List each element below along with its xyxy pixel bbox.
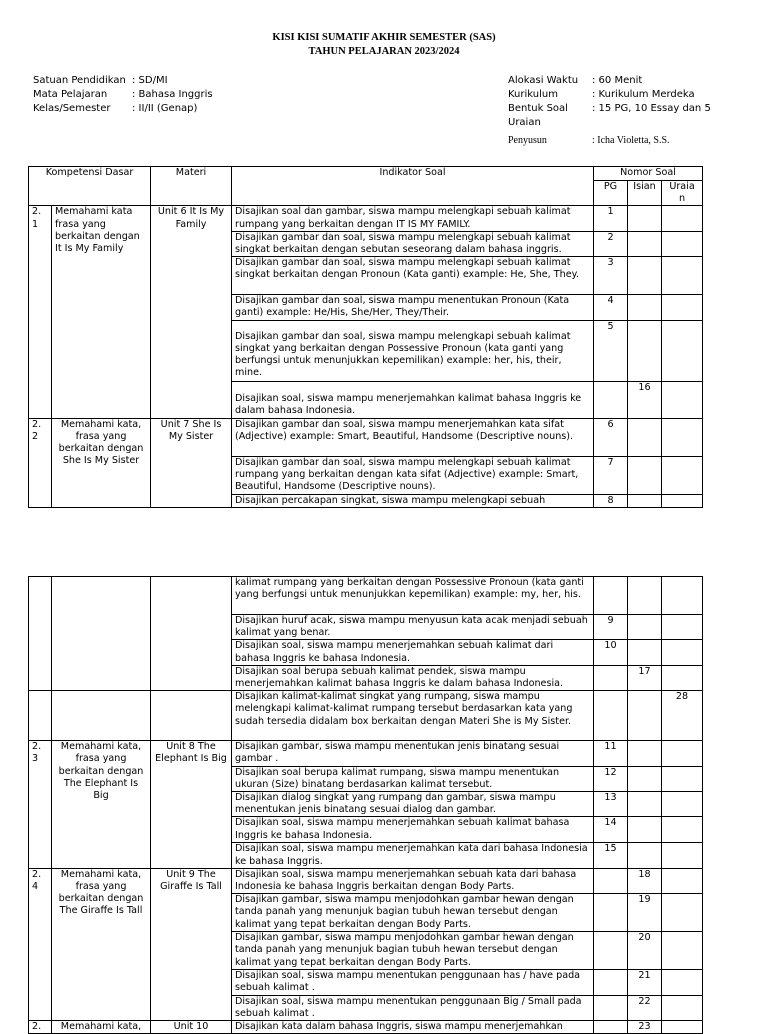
- isian-number: [628, 418, 662, 456]
- header-materi: Materi: [151, 167, 232, 206]
- meta-row: [508, 88, 711, 102]
- indikator-text: Disajikan gambar dan soal, siswa mampu melengkapi sebuah kalimat rumpang yang berkaitan dengan kata sifat (Adjective) example: Smart, Beautiful, Handsome (Descriptive nouns).: [232, 456, 594, 494]
- indikator-text: Disajikan dialog singkat yang rumpang dan gambar, siswa mampu menentukan jenis binatang sesuai dialog dan gambar.: [232, 792, 594, 817]
- header-pg: PG: [594, 181, 628, 206]
- meta-value: : SD/MI: [132, 75, 168, 86]
- isian-number: 20: [628, 932, 662, 970]
- uraian-number: [662, 741, 703, 766]
- pg-number: 8: [594, 494, 628, 507]
- meta-label: Kelas/Semester: [33, 103, 111, 114]
- uraian-number: [662, 456, 703, 494]
- meta-row: [33, 74, 213, 88]
- kd-text: Memahami kata, frasa yang berkaitan dengan The Giraffe Is Tall: [52, 868, 151, 1020]
- kd-text: Memahami kata,: [52, 1021, 151, 1034]
- pg-number: [594, 894, 628, 932]
- uraian-number: [662, 843, 703, 868]
- isian-number: [628, 741, 662, 766]
- meta-label: Kurikulum: [508, 89, 558, 100]
- isian-number: 16: [628, 381, 662, 418]
- indikator-text: Disajikan soal, siswa mampu menentukan penggunaan has / have pada sebuah kalimat .: [232, 970, 594, 995]
- indikator-text: kalimat rumpang yang berkaitan dengan Possessive Pronoun (kata ganti yang berfungsi untuk menunjukkan kepemilikan) example: my, her, his.: [232, 577, 594, 615]
- pg-number: 2: [594, 231, 628, 256]
- isian-number: 19: [628, 894, 662, 932]
- indikator-text: Disajikan soal, siswa mampu menerjemahkan sebuah kata dari bahasa Indonesia ke bahasa Inggris berkaitan dengan Body Parts.: [232, 868, 594, 893]
- uraian-number: [662, 766, 703, 791]
- indikator-text: Disajikan soal, siswa mampu menentukan penggunaan Big / Small pada sebuah kalimat .: [232, 995, 594, 1020]
- uraian-number: [662, 206, 703, 231]
- pg-number: [594, 691, 628, 741]
- header-nomor-soal: Nomor Soal: [594, 167, 703, 181]
- pg-number: 9: [594, 615, 628, 640]
- meta-value: : Icha Violetta, S.S.: [592, 135, 670, 146]
- table-row: [29, 1021, 703, 1034]
- kd-number: 2.: [29, 1021, 52, 1034]
- pg-number: 13: [594, 792, 628, 817]
- meta-left: [33, 74, 213, 116]
- indikator-text: Disajikan soal berupa kalimat rumpang, siswa mampu menentukan ukuran (Size) binatang berdasarkan kalimat tersebut.: [232, 766, 594, 791]
- meta-right: [508, 74, 711, 148]
- indikator-text: Disajikan gambar, siswa mampu menjodohkan gambar hewan dengan tanda panah yang menunjuk bagian tubuh hewan tersebut dengan kalimat yang tepat berkaitan dengan Body Parts.: [232, 894, 594, 932]
- table-row: [29, 691, 703, 741]
- table-row: [29, 206, 703, 231]
- indikator-text: Disajikan kalimat-kalimat singkat yang rumpang, siswa mampu melengkapi kalimat-kalimat rumpang tersebut berdasarkan kata yang sudah tersedia didalam box berkaitan dengan Materi She is My Sister.: [232, 691, 594, 741]
- uraian-number: [662, 894, 703, 932]
- isian-number: [628, 320, 662, 381]
- indikator-text: Disajikan gambar dan soal, siswa mampu melengkapi sebuah kalimat singkat berkaitan dengan sebutan seseorang dalam bahasa inggris.: [232, 231, 594, 256]
- isian-number: [628, 615, 662, 640]
- uraian-number: [662, 665, 703, 690]
- table-row: [29, 418, 703, 456]
- kd-number: [29, 691, 52, 741]
- kd-text: Memahami kata, frasa yang berkaitan dengan She Is My Sister: [52, 418, 151, 507]
- meta-row: [508, 74, 711, 88]
- pg-number: [594, 1021, 628, 1034]
- uraian-number: [662, 320, 703, 381]
- isian-number: 18: [628, 868, 662, 893]
- uraian-number: [662, 615, 703, 640]
- materi-text: Unit 7 She Is My Sister: [151, 418, 232, 507]
- kd-number: 2. 2: [29, 418, 52, 507]
- isian-number: [628, 295, 662, 320]
- header-indikator: Indikator Soal: [232, 167, 594, 206]
- meta-label: Mata Pelajaran: [33, 89, 108, 100]
- indikator-text: Disajikan gambar dan soal, siswa mampu melengkapi sebuah kalimat singkat yang berkaitan dengan Possessive Pronoun (kata ganti yang berfungsi untuk menunjukkan kepemilikan) example: her, his, their, mine.: [232, 320, 594, 381]
- isian-number: [628, 817, 662, 843]
- pg-number: [594, 381, 628, 418]
- indikator-text: Disajikan gambar dan soal, siswa mampu menerjemahkan kata sifat (Adjective) example: Smart, Beautiful, Handsome (Descriptive nouns).: [232, 418, 594, 456]
- doc-subtitle: TAHUN PELAJARAN 2023/2024: [308, 46, 460, 57]
- isian-number: [628, 640, 662, 665]
- pg-number: [594, 995, 628, 1020]
- meta-value: [592, 116, 711, 130]
- uraian-number: [662, 295, 703, 320]
- pg-number: [594, 577, 628, 615]
- kd-number: 2. 3: [29, 741, 52, 869]
- meta-label: Bentuk Soal: [508, 103, 568, 114]
- isian-number: 21: [628, 970, 662, 995]
- meta-label: Uraian: [508, 117, 541, 128]
- pg-number: 4: [594, 295, 628, 320]
- meta-row: [508, 130, 711, 148]
- materi-text: Unit 6 It Is My Family: [151, 206, 232, 418]
- uraian-number: [662, 231, 703, 256]
- uraian-number: [662, 817, 703, 843]
- table-row: [29, 741, 703, 766]
- isian-number: [628, 792, 662, 817]
- pg-number: 5: [594, 320, 628, 381]
- indikator-text: Disajikan huruf acak, siswa mampu menyusun kata acak menjadi sebuah kalimat yang benar.: [232, 615, 594, 640]
- kd-text: Memahami kata frasa yang berkaitan dengan It Is My Family: [52, 206, 151, 418]
- kisi-table-page2: [28, 576, 703, 1034]
- uraian-number: [662, 868, 703, 893]
- kd-text: [52, 577, 151, 691]
- meta-row: [33, 88, 213, 102]
- pg-number: [594, 868, 628, 893]
- isian-number: [628, 577, 662, 615]
- isian-number: 23: [628, 1021, 662, 1034]
- meta-value: : 15 PG, 10 Essay dan 5: [592, 103, 711, 114]
- meta-label: Satuan Pendidikan: [33, 75, 126, 86]
- uraian-number: [662, 995, 703, 1020]
- kd-number: 2. 1: [29, 206, 52, 418]
- meta-row: [508, 102, 711, 116]
- uraian-number: [662, 418, 703, 456]
- pg-number: [594, 932, 628, 970]
- uraian-number: [662, 494, 703, 507]
- kisi-table-page1: [28, 166, 703, 508]
- pg-number: 10: [594, 640, 628, 665]
- isian-number: 17: [628, 665, 662, 690]
- uraian-number: 28: [662, 691, 703, 741]
- isian-number: [628, 257, 662, 295]
- table-header-row: [29, 167, 703, 181]
- indikator-text: Disajikan soal dan gambar, siswa mampu melengkapi sebuah kalimat rumpang yang berkaitan dengan IT IS MY FAMILY.: [232, 206, 594, 231]
- uraian-number: [662, 932, 703, 970]
- materi-text: Unit 8 The Elephant Is Big: [151, 741, 232, 869]
- meta-label: Penyusun: [508, 135, 547, 146]
- header-isian: Isian: [628, 181, 662, 206]
- pg-number: [594, 970, 628, 995]
- uraian-number: [662, 381, 703, 418]
- isian-number: [628, 231, 662, 256]
- pg-number: 7: [594, 456, 628, 494]
- indikator-text: Disajikan kata dalam bahasa Inggris, siswa mampu menerjemahkan: [232, 1021, 594, 1034]
- uraian-number: [662, 970, 703, 995]
- meta-row: [33, 102, 213, 116]
- indikator-text: Disajikan gambar, siswa mampu menentukan jenis binatang sesuai gambar .: [232, 741, 594, 766]
- pg-number: [594, 665, 628, 690]
- materi-text: [151, 577, 232, 691]
- pg-number: 14: [594, 817, 628, 843]
- uraian-number: [662, 577, 703, 615]
- isian-number: [628, 766, 662, 791]
- indikator-text: Disajikan gambar, siswa mampu menjodohkan gambar hewan dengan tanda panah yang menunjuk bagian tubuh hewan tersebut dengan kalimat yang tepat berkaitan dengan Body Parts.: [232, 932, 594, 970]
- uraian-number: [662, 792, 703, 817]
- header-uraian: Uraia n: [662, 181, 703, 206]
- isian-number: [628, 206, 662, 231]
- pg-number: 6: [594, 418, 628, 456]
- pg-number: 15: [594, 843, 628, 868]
- meta-value: : 60 Menit: [592, 75, 643, 86]
- header-kompetensi-dasar: Kompetensi Dasar: [29, 167, 151, 206]
- kd-text: Memahami kata, frasa yang berkaitan dengan The Elephant Is Big: [52, 741, 151, 869]
- indikator-text: Disajikan soal, siswa mampu menerjemahkan sebuah kalimat bahasa Inggris ke bahasa Indonesia.: [232, 817, 594, 843]
- materi-text: Unit 9 The Giraffe Is Tall: [151, 868, 232, 1020]
- table-row: [29, 577, 703, 615]
- pg-number: 11: [594, 741, 628, 766]
- meta-value: : Kurikulum Merdeka: [592, 89, 695, 100]
- kd-number: [29, 577, 52, 691]
- doc-title: KISI KISI SUMATIF AKHIR SEMESTER (SAS): [272, 32, 496, 43]
- isian-number: [628, 494, 662, 507]
- table-row: [29, 868, 703, 893]
- indikator-text: Disajikan soal, siswa mampu menerjemahkan kata dari bahasa Indonesia ke bahasa Inggris.: [232, 843, 594, 868]
- materi-text: Unit 10: [151, 1021, 232, 1034]
- kd-number: 2. 4: [29, 868, 52, 1020]
- pg-number: 3: [594, 257, 628, 295]
- pg-number: 12: [594, 766, 628, 791]
- indikator-text: Disajikan gambar dan soal, siswa mampu menentukan Pronoun (Kata ganti) example: He/His, She/Her, They/Their.: [232, 295, 594, 320]
- isian-number: [628, 843, 662, 868]
- isian-number: [628, 456, 662, 494]
- meta-value: : II/II (Genap): [132, 103, 198, 114]
- indikator-text: Disajikan gambar dan soal, siswa mampu melengkapi sebuah kalimat singkat berkaitan dengan Pronoun (Kata ganti) example: He, She, They.: [232, 257, 594, 295]
- meta-value: : Bahasa Inggris: [132, 89, 213, 100]
- pg-number: 1: [594, 206, 628, 231]
- isian-number: 22: [628, 995, 662, 1020]
- indikator-text: Disajikan percakapan singkat, siswa mampu melengkapi sebuah: [232, 494, 594, 507]
- indikator-text: Disajikan soal, siswa mampu menerjemahkan kalimat bahasa Inggris ke dalam bahasa Indonesia.: [232, 381, 594, 418]
- kd-text: [52, 691, 151, 741]
- meta-row: [508, 116, 711, 130]
- indikator-text: Disajikan soal berupa sebuah kalimat pendek, siswa mampu menerjemahkan kalimat bahasa Inggris ke dalam bahasa Indonesia.: [232, 665, 594, 690]
- materi-text: [151, 691, 232, 741]
- indikator-text: Disajikan soal, siswa mampu menerjemahkan sebuah kalimat dari bahasa Inggris ke bahasa Indonesia.: [232, 640, 594, 665]
- isian-number: [628, 691, 662, 741]
- uraian-number: [662, 640, 703, 665]
- meta-label: Alokasi Waktu: [508, 75, 579, 86]
- uraian-number: [662, 1021, 703, 1034]
- uraian-number: [662, 257, 703, 295]
